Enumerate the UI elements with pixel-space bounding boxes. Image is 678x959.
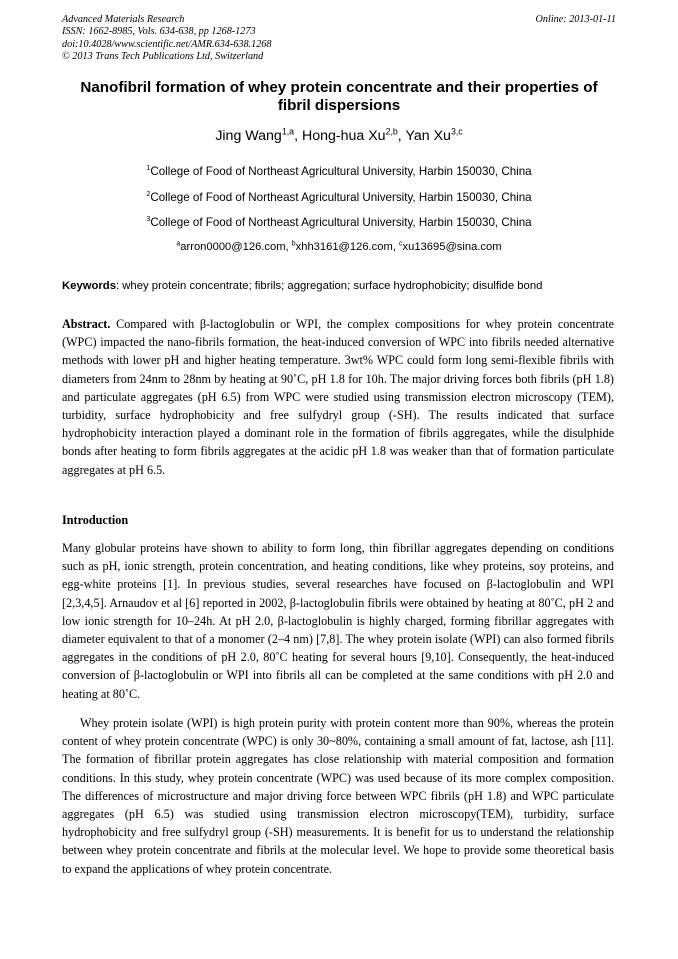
keywords-text: : whey protein concentrate; fibrils; aggregation; surface hydrophobicity; disulfide bond — [116, 280, 543, 292]
affiliation-superscript: 1 — [146, 163, 151, 173]
affiliation-text: College of Food of Northeast Agricultural University, Harbin 150030, China — [150, 216, 532, 229]
email-address: xu13695@sina.com — [402, 241, 502, 253]
email-address: xhh3161@126.com — [295, 241, 393, 253]
section-heading-introduction: Introduction — [62, 513, 129, 527]
intro-paragraph-2: Whey protein isolate (WPI) is high protein purity with protein content more than 90%, whereas the protein content of whey protein concentrate (WPC) is only 30~80%, containing a small amount of fat, lactose, ash [11]. The formation of fibrillar protein aggregates has close relationship with material composition and formation conditions. In this study, whey protein concentrate (WPC) was used because of its more complex composition. The differences of microstructure and major driving force between WPC fibrils (pH 1.8) and WPC particulate aggregates (pH 6.5) was studied using transmission electron microscopy(TEM), turbidity, surface hydrophobicity and free sulfydryl group (-SH) measurements. It is benefit for us to understand the relationship between whey protein concentrate and fibrils at the molecular level. We hope to provide some theoretical basis to expand the applications of whey protein concentrate. — [62, 716, 614, 876]
affiliation-superscript: 3 — [146, 214, 151, 224]
author-list — [62, 127, 616, 145]
affiliation-superscript: 2 — [146, 189, 151, 199]
email-address: arron0000@126.com — [180, 241, 286, 253]
keywords — [62, 279, 616, 293]
abstract-text: Compared with β-lactoglobulin or WPI, the complex compositions for whey protein concentrate (WPC) impacted the nano-fibrils formation, the heat-induced conversion of WPC into fibrils needed alternative methods with lower pH and higher heating temperature. 3wt% WPC could form long semi-flexible fibrils with diameters from 24nm to 28nm by heating at 90˚C, pH 1.8 for 10h. The major driving forces both fibrils (pH 1.8) and particulate aggregates (pH 6.5) from WPC were studied using transmission electron microscopy (TEM), turbidity, surface hydrophobicity and free sulfydryl group (-SH). The results indicated that surface hydrophobicity interaction played a dominant role in the formation of fibrils aggregates, while the disulphide bonds after heating to form fibrils aggregates at the acidic pH 1.8 was weaker than that of formation particulate aggregates at pH 6.5. — [62, 317, 614, 477]
affiliation-3 — [62, 216, 616, 230]
email-superscript: c — [399, 240, 403, 248]
journal-name: Advanced Materials Research — [62, 14, 185, 25]
issn-line: ISSN: 1662-8985, Vols. 634-638, pp 1268-1273 — [62, 26, 256, 38]
email-separator: , — [392, 241, 400, 253]
online-date: Online: 2013-01-11 — [535, 14, 616, 25]
paper-title: Nanofibril formation of whey protein concentrate and their properties of fibril dispersions — [80, 79, 598, 114]
email-separator: , — [285, 241, 292, 253]
email-list — [62, 240, 616, 254]
journal-header — [62, 14, 616, 64]
author-name: Jing Wang — [215, 128, 282, 144]
abstract-label: Abstract. — [62, 317, 111, 331]
affiliation-text: College of Food of Northeast Agricultural University, Harbin 150030, China — [150, 165, 532, 178]
author-superscript: 1,a — [281, 126, 295, 137]
abstract — [62, 315, 614, 479]
affiliation-1 — [62, 165, 616, 179]
author-name: Hong-hua Xu — [301, 128, 386, 144]
affiliation-2 — [62, 191, 616, 205]
email-superscript: a — [176, 240, 181, 248]
doi-line: doi:10.4028/www.scientific.net/AMR.634-638.1268 — [62, 38, 272, 50]
intro-paragraph-1: Many globular proteins have shown to ability to form long, thin fibrillar aggregates depending on conditions such as pH, ionic strength, protein concentration, and heating conditions, like whey proteins, soy proteins, and egg-white proteins [1]. In previous studies, several researches have focused on β-lactoglobulin and WPI [2,3,4,5]. Arnaudov et al [6] reported in 2002, β-lactoglobulin fibrils were obtained by heating at 80˚C, pH 2 and low ionic strength for 10–24h. At pH 2.0, β-lactoglobulin is highly charged, forming fibrillar aggregates with diameter equivalent to that of a monomer (2–4 nm) [7,8]. The whey protein isolate (WPI) can also formed fibrils aggregates in the conditions of pH 2.0, 80˚C heating for several hours [9,10]. Consequently, the heat-induced conversion of β-lactoglobulin or WPI into fibrils all can be completed at the same conditions with pH 2.0 and heating at 80˚C. — [62, 541, 614, 701]
author-separator: , — [397, 128, 406, 144]
author-separator: , — [294, 128, 302, 144]
keywords-label: Keywords — [62, 280, 116, 292]
copyright-line: © 2013 Trans Tech Publications Ltd, Switzerland — [62, 51, 264, 63]
email-superscript: b — [291, 240, 296, 248]
author-superscript: 2,b — [385, 126, 398, 137]
author-superscript: 3,c — [450, 126, 463, 137]
affiliation-text: College of Food of Northeast Agricultural University, Harbin 150030, China — [150, 191, 532, 204]
author-name: Yan Xu — [405, 128, 451, 144]
